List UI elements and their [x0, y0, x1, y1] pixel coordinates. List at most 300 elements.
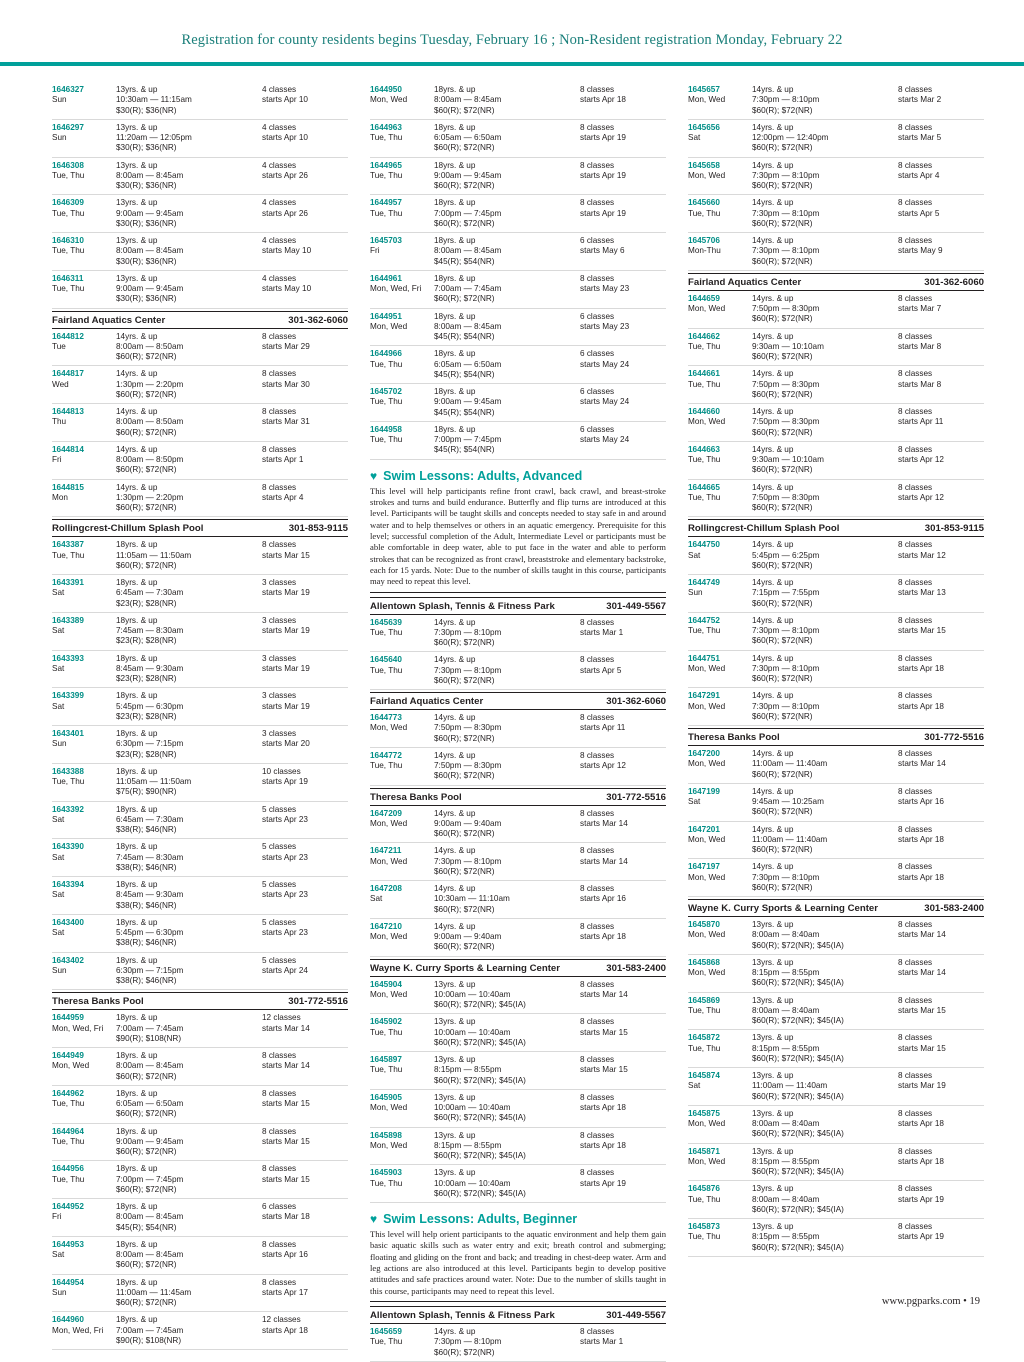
course-row[interactable]: [52, 1161, 348, 1199]
course-details: [752, 1033, 898, 1064]
course-days: Tue, Thu: [370, 1065, 403, 1075]
course-code-value: 1643401: [52, 729, 84, 738]
course-code-value: 1646309: [52, 198, 84, 208]
course-code-value: 1643393: [52, 653, 84, 663]
course-row[interactable]: [688, 613, 984, 651]
course-days: Tue, Thu: [688, 626, 721, 635]
course-row[interactable]: [370, 1014, 666, 1052]
course-row[interactable]: [688, 1030, 984, 1068]
course-details: [116, 578, 262, 609]
course-row[interactable]: [370, 1090, 666, 1128]
course-time: 8:15pm — 8:55pm: [752, 1156, 820, 1166]
course-row[interactable]: [52, 366, 348, 404]
course-code-value: 1647201: [688, 824, 720, 834]
course-row[interactable]: [688, 442, 984, 480]
course-age: 14yrs. & up: [752, 331, 794, 341]
course-details: [116, 1127, 262, 1158]
course-row[interactable]: [370, 652, 666, 690]
course-row[interactable]: [370, 158, 666, 196]
course-code-value: 1644958: [370, 424, 402, 434]
course-class-count: 8 classes: [262, 1164, 297, 1174]
course-days: Tue, Thu: [688, 1043, 721, 1053]
course-schedule: [898, 1184, 984, 1205]
course-row[interactable]: [370, 346, 666, 384]
course-row[interactable]: [688, 480, 984, 518]
course-schedule: [262, 956, 348, 977]
course-code-value: 1644952: [52, 1202, 84, 1211]
course-schedule: [580, 85, 666, 106]
course-details: [752, 1184, 898, 1215]
course-class-count: 8 classes: [898, 1108, 933, 1118]
course-fee: $60(R); $72(NR): [434, 675, 495, 685]
course-fee: $60(R); $72(NR): [116, 1109, 177, 1119]
course-row[interactable]: [688, 917, 984, 955]
course-code-value: 1644659: [688, 293, 720, 303]
course-class-count: 8 classes: [898, 957, 933, 967]
course-days: Tue, Thu: [370, 208, 403, 218]
course-class-count: 8 classes: [580, 921, 615, 931]
course-age: 13yrs. & up: [116, 160, 158, 170]
course-fee: $60(R); $72(NR): [752, 389, 813, 399]
course-row[interactable]: [688, 746, 984, 784]
catalog-column: [370, 82, 666, 1357]
course-class-count: 8 classes: [898, 1184, 933, 1194]
course-time: 5:45pm — 6:30pm: [116, 701, 184, 711]
course-fee: $60(R); $72(NR): [752, 218, 813, 228]
course-time: 9:00am — 9:45am: [116, 208, 184, 218]
course-row[interactable]: [52, 839, 348, 877]
course-time: 8:15pm — 8:55pm: [752, 1043, 820, 1053]
course-fee: $45(R); $54(NR): [434, 256, 495, 266]
course-code: [370, 846, 434, 867]
course-row[interactable]: [688, 404, 984, 442]
course-schedule: [262, 805, 348, 826]
course-start-date: starts Apr 5: [580, 665, 622, 675]
course-age: 13yrs. & up: [116, 236, 158, 245]
course-class-count: 6 classes: [580, 349, 615, 359]
course-row[interactable]: [688, 1219, 984, 1257]
course-code-value: 1644749: [688, 578, 720, 587]
course-row[interactable]: [370, 843, 666, 881]
course-row[interactable]: [688, 575, 984, 613]
course-days: Sun: [52, 95, 67, 105]
course-fee: $60(R); $72(NR); $45(IA): [434, 1000, 526, 1010]
course-schedule: [898, 1109, 984, 1130]
course-class-count: 8 classes: [580, 884, 615, 894]
facility-phone[interactable]: 301-362-6060: [606, 696, 666, 708]
course-time: 10:00am — 10:40am: [434, 1178, 511, 1188]
course-class-count: 8 classes: [898, 198, 933, 208]
course-time: 10:30am — 11:15am: [116, 95, 192, 105]
course-class-count: 8 classes: [580, 1327, 615, 1337]
course-days: Mon, Wed: [688, 170, 726, 180]
course-schedule: [580, 1055, 666, 1076]
course-row[interactable]: [688, 195, 984, 233]
facility-phone[interactable]: 301-853-9115: [924, 523, 984, 535]
course-code: [370, 922, 434, 943]
course-row[interactable]: [688, 1144, 984, 1182]
course-row[interactable]: [52, 195, 348, 233]
course-time: 6:05am — 6:50am: [434, 359, 502, 369]
course-code: [52, 123, 116, 144]
course-schedule: [580, 349, 666, 370]
course-days: Sat: [688, 550, 701, 560]
course-details: [752, 369, 898, 400]
course-age: 14yrs. & up: [116, 407, 158, 416]
course-row[interactable]: [52, 1010, 348, 1048]
course-start-date: starts Apr 11: [898, 417, 944, 427]
course-row[interactable]: [370, 919, 666, 957]
course-row[interactable]: [52, 688, 348, 726]
course-schedule: [262, 236, 348, 257]
course-class-count: 5 classes: [262, 955, 297, 965]
course-code: [52, 729, 116, 750]
course-class-count: 8 classes: [580, 122, 615, 132]
course-start-date: starts Apr 18: [898, 834, 944, 844]
course-code-value: 1644817: [52, 369, 84, 379]
course-age: 18yrs. & up: [116, 804, 158, 814]
course-row[interactable]: [370, 82, 666, 120]
course-fee: $60(R); $72(NR): [752, 256, 813, 266]
course-age: 13yrs. & up: [752, 995, 794, 1005]
course-class-count: 8 classes: [898, 407, 933, 416]
course-time: 7:50pm — 8:30pm: [752, 304, 820, 313]
course-time: 8:00am — 8:50pm: [116, 455, 184, 464]
course-start-date: starts Apr 17: [262, 1287, 308, 1297]
facility-phone[interactable]: 301-583-2400: [924, 903, 984, 914]
course-code: [688, 654, 752, 675]
course-details: [116, 483, 262, 514]
course-start-date: starts Apr 23: [262, 928, 308, 937]
course-fee: $60(R); $72(NR); $45(IA): [434, 1075, 526, 1085]
course-code: [52, 198, 116, 219]
course-age: 13yrs. & up: [752, 957, 794, 967]
course-row[interactable]: [370, 1324, 666, 1362]
course-class-count: 8 classes: [262, 407, 297, 416]
course-schedule: [262, 123, 348, 144]
course-row[interactable]: [52, 271, 348, 309]
course-fee: $23(R); $28(NR): [116, 674, 177, 683]
course-time: 7:50pm — 8:30pm: [752, 379, 820, 389]
course-days: Mon, Wed: [370, 818, 408, 828]
course-row[interactable]: [52, 233, 348, 271]
course-class-count: 8 classes: [580, 617, 615, 627]
course-age: 18yrs. & up: [116, 540, 158, 550]
course-row[interactable]: [688, 822, 984, 860]
facility-phone[interactable]: 301-362-6060: [924, 276, 984, 288]
course-row[interactable]: [52, 329, 348, 367]
course-days: Tue, Thu: [370, 359, 403, 369]
course-row[interactable]: [52, 1199, 348, 1237]
course-start-date: starts Mar 2: [898, 95, 942, 105]
course-fee: $60(R); $72(NR); $45(IA): [752, 1167, 844, 1176]
course-code-value: 1643392: [52, 804, 84, 814]
facility-phone[interactable]: 301-362-6060: [288, 314, 348, 326]
course-row[interactable]: [370, 977, 666, 1015]
course-age: 13yrs. & up: [434, 1092, 476, 1102]
course-details: [434, 922, 580, 953]
course-age: 14yrs. & up: [434, 884, 476, 894]
course-time: 7:50pm — 8:30pm: [752, 492, 820, 502]
course-details: [116, 767, 262, 798]
course-days: Tue, Thu: [370, 627, 403, 637]
course-row[interactable]: [688, 366, 984, 404]
course-row[interactable]: [688, 291, 984, 329]
course-time: 7:45am — 8:30am: [116, 852, 184, 862]
course-row[interactable]: [52, 537, 348, 575]
course-age: 14yrs. & up: [752, 160, 794, 170]
facility-header: [52, 992, 348, 1010]
course-time: 6:05am — 6:50am: [434, 133, 502, 142]
course-row[interactable]: [370, 748, 666, 786]
course-time: 7:50pm — 8:30pm: [434, 761, 502, 771]
course-fee: $60(R); $72(NR): [116, 389, 177, 399]
course-row[interactable]: [688, 651, 984, 689]
course-details: [434, 274, 580, 305]
course-details: [434, 751, 580, 782]
course-age: 18yrs. & up: [116, 578, 158, 587]
course-class-count: 4 classes: [262, 236, 297, 245]
course-time: 8:45am — 9:30am: [116, 663, 184, 673]
course-age: 13yrs. & up: [116, 122, 158, 132]
course-age: 13yrs. & up: [752, 1071, 794, 1080]
course-row[interactable]: [688, 82, 984, 120]
course-row[interactable]: [688, 537, 984, 575]
course-start-date: starts Apr 19: [580, 208, 626, 218]
course-schedule: [898, 1222, 984, 1243]
facility-phone[interactable]: 301-772-5516: [924, 732, 984, 743]
course-row[interactable]: [52, 726, 348, 764]
section-title: [370, 469, 666, 486]
course-row[interactable]: [52, 120, 348, 158]
course-days: Sat: [52, 588, 65, 598]
course-details: [752, 123, 898, 154]
course-row[interactable]: [370, 422, 666, 460]
facility-name: Theresa Banks Pool: [52, 996, 144, 1008]
course-age: 13yrs. & up: [752, 1033, 794, 1043]
course-start-date: starts Mar 19: [262, 588, 310, 598]
course-row[interactable]: [688, 993, 984, 1031]
course-row[interactable]: [370, 309, 666, 347]
course-time: 11:00am — 11:40am: [752, 1081, 828, 1091]
course-schedule: [262, 85, 348, 106]
course-row[interactable]: [688, 1106, 984, 1144]
course-start-date: starts Apr 23: [262, 814, 308, 824]
course-row[interactable]: [370, 271, 666, 309]
course-time: 7:00am — 7:45am: [434, 284, 502, 293]
course-row[interactable]: [52, 575, 348, 613]
course-details: [752, 787, 898, 818]
course-age: 14yrs. & up: [434, 617, 476, 627]
course-time: 8:00am — 8:45am: [116, 170, 184, 180]
course-code-value: 1644951: [370, 311, 402, 321]
course-row[interactable]: [370, 233, 666, 271]
course-code-value: 1644962: [52, 1088, 84, 1098]
facility-phone[interactable]: 301-853-9115: [288, 523, 348, 535]
course-code: [370, 425, 434, 446]
course-row[interactable]: [52, 1124, 348, 1162]
course-row[interactable]: [688, 158, 984, 196]
course-row[interactable]: [688, 1068, 984, 1106]
course-row[interactable]: [52, 442, 348, 480]
course-row[interactable]: [52, 1048, 348, 1086]
course-row[interactable]: [52, 877, 348, 915]
course-fee: $60(R); $72(NR): [752, 560, 813, 570]
course-code-value: 1647208: [370, 884, 402, 894]
course-class-count: 8 classes: [898, 293, 933, 303]
course-days: Tue, Thu: [52, 170, 85, 180]
course-time: 6:45am — 7:30am: [116, 814, 184, 824]
course-time: 8:15pm — 8:55pm: [752, 968, 820, 977]
course-row[interactable]: [688, 859, 984, 897]
course-row[interactable]: [370, 806, 666, 844]
course-code-value: 1645639: [370, 617, 402, 627]
course-details: [116, 236, 262, 267]
course-row[interactable]: [688, 955, 984, 993]
course-start-date: starts May 23: [580, 321, 630, 331]
course-row[interactable]: [52, 1237, 348, 1275]
course-row[interactable]: [688, 784, 984, 822]
course-class-count: 10 classes: [262, 766, 301, 776]
course-details: [752, 862, 898, 893]
course-code-value: 1645706: [688, 236, 720, 245]
course-code-value: 1643391: [52, 578, 84, 587]
course-start-date: starts Mar 1: [580, 1337, 624, 1347]
course-days: Mon, Wed: [370, 856, 408, 866]
course-start-date: starts Mar 15: [262, 1099, 310, 1108]
course-start-date: starts Apr 12: [580, 761, 626, 771]
course-time: 7:30pm — 8:10pm: [752, 95, 820, 105]
course-days: Tue, Thu: [688, 1005, 721, 1015]
course-row[interactable]: [688, 688, 984, 726]
course-details: [752, 1147, 898, 1178]
course-code-value: 1643399: [52, 691, 84, 701]
course-row[interactable]: [370, 615, 666, 653]
course-age: 14yrs. & up: [752, 122, 794, 132]
course-time: 9:00am — 9:45am: [434, 170, 502, 180]
course-code-value: 1644956: [52, 1164, 84, 1174]
course-row[interactable]: [370, 384, 666, 422]
course-start-date: starts Mar 7: [898, 304, 942, 313]
course-days: Mon: [52, 492, 68, 502]
course-row[interactable]: [52, 651, 348, 689]
course-code: [52, 842, 116, 863]
course-code: [370, 161, 434, 182]
course-row[interactable]: [370, 120, 666, 158]
course-class-count: 6 classes: [580, 236, 615, 245]
course-row[interactable]: [370, 1165, 666, 1203]
course-row[interactable]: [52, 915, 348, 953]
course-schedule: [580, 123, 666, 144]
course-row[interactable]: [52, 1086, 348, 1124]
course-row[interactable]: [370, 710, 666, 748]
course-time: 8:00am — 8:45am: [434, 321, 502, 331]
course-class-count: 6 classes: [580, 424, 615, 434]
facility-name: Wayne K. Curry Sports & Learning Center: [370, 962, 560, 974]
course-row[interactable]: [52, 953, 348, 991]
course-days: Tue, Thu: [688, 208, 721, 218]
course-time: 1:30pm — 2:20pm: [116, 492, 184, 502]
course-row[interactable]: [688, 1181, 984, 1219]
course-row[interactable]: [688, 120, 984, 158]
page-footer: [882, 1296, 980, 1307]
course-schedule: [898, 654, 984, 675]
course-fee: $60(R); $72(NR); $45(IA): [434, 1037, 526, 1047]
course-row[interactable]: [370, 1052, 666, 1090]
course-row[interactable]: [370, 1128, 666, 1166]
course-fee: $60(R); $72(NR): [434, 733, 495, 743]
course-details: [434, 846, 580, 877]
course-code: [52, 332, 116, 353]
course-fee: $60(R); $72(NR): [752, 598, 813, 608]
course-fee: $45(R); $54(NR): [434, 407, 495, 417]
course-age: 13yrs. & up: [116, 85, 158, 94]
facility-name: Theresa Banks Pool: [688, 732, 780, 743]
course-class-count: 8 classes: [898, 1033, 933, 1043]
course-details: [116, 654, 262, 685]
course-row[interactable]: [52, 802, 348, 840]
course-days: Sat: [370, 894, 383, 904]
course-schedule: [580, 1131, 666, 1152]
course-details: [434, 980, 580, 1011]
course-time: 9:45am — 10:25am: [752, 797, 824, 806]
course-row[interactable]: [52, 158, 348, 196]
course-row[interactable]: [52, 1275, 348, 1313]
course-row[interactable]: [370, 195, 666, 233]
course-row[interactable]: [52, 613, 348, 651]
course-class-count: 8 classes: [898, 482, 933, 492]
course-class-count: 12 classes: [262, 1315, 301, 1325]
course-fee: $60(R); $72(NR): [116, 465, 177, 475]
course-fee: $45(R); $54(NR): [434, 445, 495, 455]
course-schedule: [898, 862, 984, 883]
course-start-date: starts Apr 18: [898, 663, 944, 673]
course-time: 7:30pm — 8:10pm: [434, 856, 502, 866]
course-details: [116, 842, 262, 873]
course-days: Mon, Wed: [370, 1103, 408, 1113]
course-age: 14yrs. & up: [116, 444, 158, 454]
course-row[interactable]: [52, 1312, 348, 1350]
course-schedule: [262, 369, 348, 390]
course-fee: $30(R); $36(NR): [116, 143, 177, 153]
course-row[interactable]: [52, 764, 348, 802]
course-details: [434, 1327, 580, 1358]
course-fee: $23(R); $28(NR): [116, 636, 177, 646]
facility-phone[interactable]: 301-449-5567: [606, 1310, 666, 1322]
course-fee: $90(R); $108(NR): [116, 1033, 182, 1043]
course-row[interactable]: [52, 404, 348, 442]
course-start-date: starts Apr 26: [262, 170, 308, 180]
course-class-count: 8 classes: [580, 85, 615, 94]
course-start-date: starts Mar 15: [898, 1043, 946, 1053]
course-fee: $60(R); $72(NR): [434, 1347, 495, 1357]
course-code-value: 1644957: [370, 198, 402, 208]
course-class-count: 5 classes: [262, 880, 297, 889]
course-class-count: 5 classes: [262, 842, 297, 852]
course-details: [434, 425, 580, 456]
facility-phone[interactable]: 301-449-5567: [606, 600, 666, 612]
facility-phone[interactable]: 301-583-2400: [606, 962, 666, 974]
course-row[interactable]: [52, 82, 348, 120]
course-schedule: [262, 332, 348, 353]
course-row[interactable]: [370, 881, 666, 919]
course-days: Sat: [52, 626, 65, 635]
course-row[interactable]: [688, 329, 984, 367]
facility-phone[interactable]: 301-772-5516: [606, 791, 666, 803]
facility-phone[interactable]: 301-772-5516: [288, 996, 348, 1008]
course-row[interactable]: [52, 480, 348, 518]
course-row[interactable]: [688, 233, 984, 271]
